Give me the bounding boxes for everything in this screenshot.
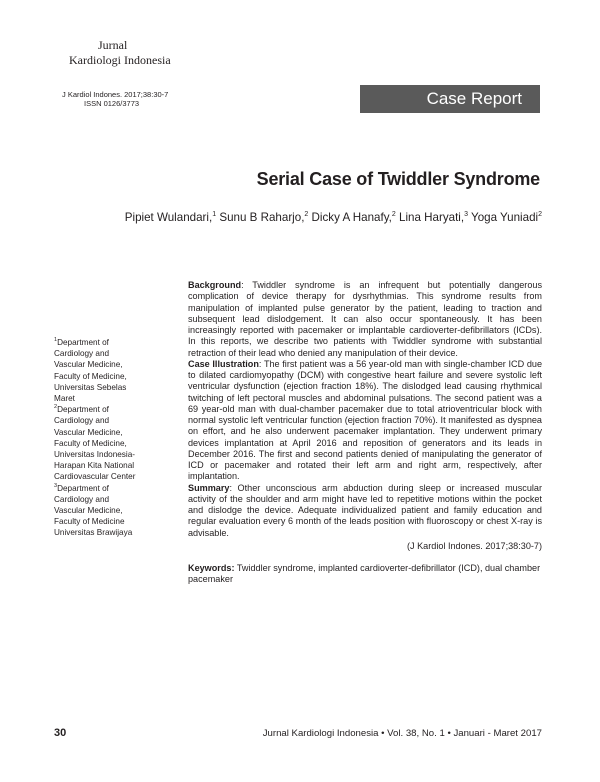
journal-logo [65, 38, 175, 68]
affiliations [54, 337, 162, 539]
abstract [188, 280, 542, 539]
summary-heading: Summary [188, 482, 230, 493]
author-name: Yoga Yuniadi [468, 211, 539, 224]
affiliation-line: Maret [54, 394, 75, 404]
affiliation-line: $^2$Department of [54, 404, 109, 415]
affiliation-line: Universitas Sebelas [54, 382, 127, 392]
keywords [188, 563, 542, 586]
case-text: : The first patient was a 56 year-old man with single-chamber ICD due to dilated cardiomyopathy (DCM) with congestive heart failure and severe systolic left ventricular dysfunction (ejection fraction 18%). The dislodged lead causing rhythmical twitching of left pectoral muscles and abdominal pulsations. The second patient was a 69 year-old man with dual-chamber pacemaker due to total atrioventricular block with normal systolic left ventricular function (ejection fraction 70%). It manifested as dyspnea on effort, and he also underwent pacemaker implantation. They underwent primary devices implantation at April 2016 and reposition of generators and its leads in December 2016. The first and second patients denied of manipulating the generator of ICD or pacemaker and rotated their left arm and right arm, respectively, after implantation. [188, 358, 543, 482]
affiliation [54, 483, 162, 539]
abstract-summary [188, 483, 542, 539]
background-text: : Twiddler syndrome is an infrequent but potentially dangerous complication of device therapy for dysrhythmias. This syndrome results from manipulation of implanted pulse generator by the patient, leading to traction and subsequent lead dislodgement. It can also occur spontaneously. It has been increasingly reported with pacemaker or implantable cardioverter-defibrillators (ICDs). In this reports, we describe two patients with Twiddler syndrome with substantial retraction of their lead who denied any manipulation of their device. [188, 280, 542, 358]
affiliation-line: Cardiology and [54, 349, 110, 359]
author-affil-ref: 3 [464, 211, 469, 218]
affiliation [54, 404, 162, 482]
article-type-banner: Case Report [360, 85, 540, 113]
author-name: Pipiet Wulandari, [124, 211, 213, 224]
summary-text: : Other unconscious arm abduction during sleep or increased muscular activity of the shoulder and arm might have led to repetitive motions within the pocket and dislodge the device. Adequate individualized patient and family education and regular evaluation every 6 month of the leads position with fluoroscopy or chest X-ray is advisable. [188, 482, 542, 538]
affiliation-line: Cardiovascular Center [54, 472, 136, 482]
affiliation-line: Vascular Medicine, [54, 360, 123, 370]
affiliation-line: $^1$Department of [54, 337, 109, 347]
affiliation-line: Vascular Medicine, [54, 506, 123, 516]
journal-citation: J Kardiol Indones. 2017;38:30-7 [62, 90, 169, 99]
footer-journal-info: Jurnal Kardiologi Indonesia • Vol. 38, No. 1 • Januari - Maret 2017 [262, 728, 542, 739]
affiliation-line: $^3$Department of [54, 482, 109, 493]
author-name: Dicky A Hanafy, [308, 211, 392, 224]
article-title: Serial Case of Twiddler Syndrome [256, 169, 540, 189]
affiliation-line: Universitas Indonesia- [54, 450, 136, 460]
author-affil-ref: 1 [212, 211, 217, 218]
author-name: Sunu B Raharjo, [216, 211, 305, 224]
affiliation-number: 1 [54, 337, 58, 343]
journal-name-line1: Jurnal [98, 38, 128, 52]
affiliation-line: Faculty of Medicine, [54, 438, 127, 448]
abstract-case [188, 359, 542, 483]
author-affil-ref: 2 [538, 211, 542, 218]
background-heading: Background [188, 280, 242, 290]
affiliation-line: Harapan Kita National [54, 461, 135, 471]
affiliation-number: 3 [54, 482, 58, 489]
affiliation [54, 337, 162, 404]
affiliation-line: Cardiology and [54, 416, 110, 426]
affiliation-line: Vascular Medicine, [54, 427, 123, 437]
affiliation-line: Faculty of Medicine, [54, 371, 127, 381]
journal-issn: ISSN 0126/3773 [84, 99, 140, 108]
affiliation-line: Universitas Brawijaya [54, 528, 133, 538]
keywords-text: Twiddler syndrome, implanted cardioverter-defibrillator (ICD), dual chamber pacemaker [188, 563, 541, 585]
page-number: 30 [54, 727, 67, 739]
affiliation-line: Faculty of Medicine [54, 517, 125, 527]
author-list [80, 211, 542, 225]
case-heading: Case Illustration [188, 358, 259, 369]
author-affil-ref: 2 [391, 211, 396, 218]
abstract-background [188, 280, 542, 359]
author-name: Lina Haryati, [395, 211, 465, 224]
journal-name-line2: Kardiologi Indonesia [69, 53, 171, 67]
keywords-heading: Keywords: [188, 563, 235, 573]
affiliation-line: Cardiology and [54, 494, 110, 504]
abstract-citation: (J Kardiol Indones. 2017;38:30-7) [407, 541, 542, 551]
author-affil-ref: 2 [304, 211, 309, 218]
affiliation-number: 2 [54, 404, 58, 411]
